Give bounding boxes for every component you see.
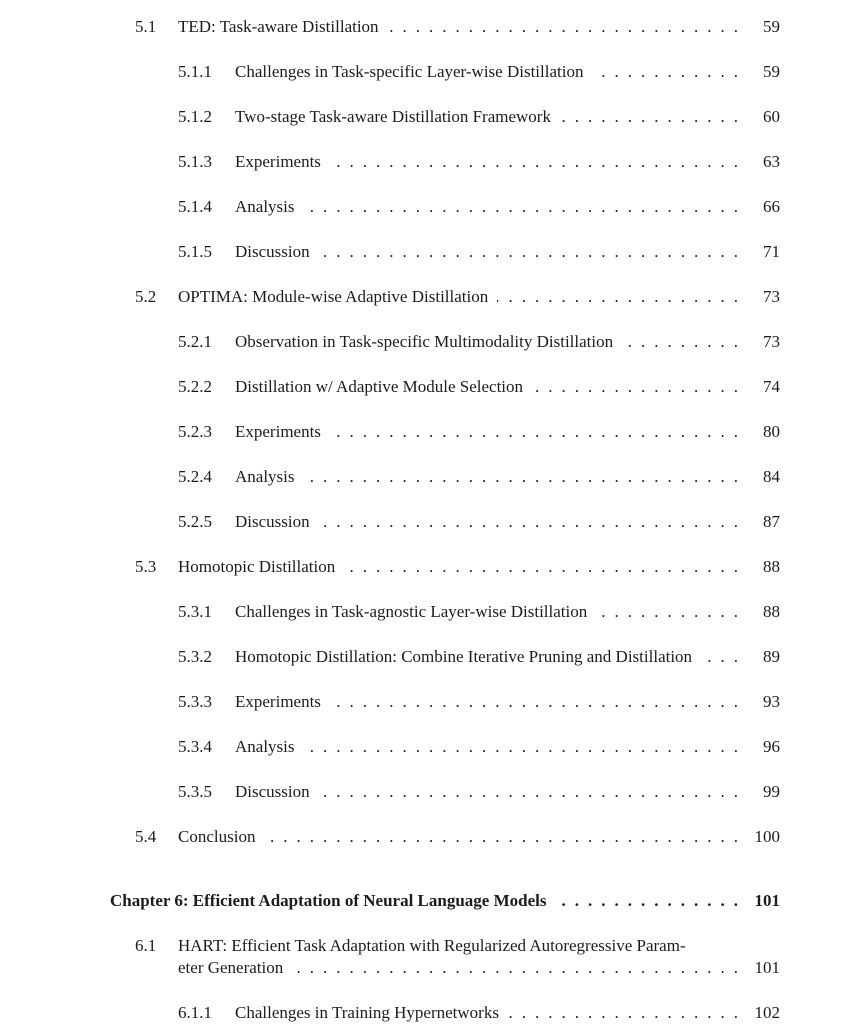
entry-page-number: 66 bbox=[763, 197, 780, 216]
entry-page-number: 59 bbox=[763, 17, 780, 36]
entry-page-number: 102 bbox=[754, 1003, 780, 1022]
entry-title: Discussion bbox=[235, 782, 310, 801]
toc-entry-5.1.2 bbox=[178, 95, 780, 140]
toc-entry-row bbox=[178, 106, 780, 128]
toc-entry-5.1.4 bbox=[178, 185, 780, 230]
entry-number: 5.1.2 bbox=[178, 107, 212, 126]
entry-title: Observation in Task-specific Multimodality Distillation bbox=[235, 332, 614, 351]
dot-leader bbox=[701, 646, 747, 668]
entry-page-number: 100 bbox=[754, 827, 780, 846]
dot-leader bbox=[319, 241, 747, 263]
entry-page-number: 101 bbox=[754, 891, 780, 910]
toc-entry-6.1.1 bbox=[178, 991, 780, 1036]
dot-leader bbox=[622, 331, 747, 353]
entry-number: 5.2.3 bbox=[178, 422, 212, 441]
entry-page-number: 63 bbox=[763, 152, 780, 171]
entry-title: Conclusion bbox=[178, 827, 256, 846]
dot-leader bbox=[330, 151, 747, 173]
toc-entry-chapter bbox=[110, 879, 780, 924]
entry-title: Analysis bbox=[235, 737, 295, 756]
entry-number: 5.2 bbox=[135, 287, 157, 306]
entry-number: 5.2.4 bbox=[178, 467, 212, 486]
entry-title: Discussion bbox=[235, 242, 310, 261]
toc-entry-5.3.4 bbox=[178, 725, 780, 770]
toc-entry-5.3.5 bbox=[178, 770, 780, 815]
dot-leader bbox=[508, 1002, 747, 1024]
toc-entry-row bbox=[135, 286, 780, 308]
dot-leader bbox=[556, 890, 748, 912]
toc-entry-row bbox=[178, 61, 780, 83]
entry-number: 5.2.5 bbox=[178, 512, 212, 531]
dot-leader bbox=[592, 61, 747, 83]
entry-number: 5.3 bbox=[135, 557, 157, 576]
entry-number: 5.1.3 bbox=[178, 152, 212, 171]
toc-entry-5.2.5 bbox=[178, 500, 780, 545]
dot-leader bbox=[532, 376, 747, 398]
dot-leader bbox=[304, 196, 748, 218]
toc-entry-row bbox=[135, 957, 780, 979]
dot-leader bbox=[319, 511, 747, 533]
toc-entry-5.4 bbox=[135, 815, 780, 860]
entry-page-number: 89 bbox=[763, 647, 780, 666]
dot-leader bbox=[330, 421, 747, 443]
entry-page-number: 101 bbox=[754, 958, 780, 977]
toc-entry-6.1 bbox=[135, 924, 780, 991]
dot-leader bbox=[330, 691, 747, 713]
entry-title: Experiments bbox=[235, 152, 321, 171]
entry-title: TED: Task-aware Distillation bbox=[178, 17, 379, 36]
toc-entry-row bbox=[135, 556, 780, 578]
toc-entry-5.3 bbox=[135, 545, 780, 590]
entry-page-number: 99 bbox=[763, 782, 780, 801]
entry-number: 6.1 bbox=[135, 936, 157, 955]
toc-entry-row bbox=[135, 16, 780, 38]
entry-page-number: 74 bbox=[763, 377, 780, 396]
dot-leader bbox=[304, 736, 748, 758]
toc-entry-row bbox=[178, 646, 780, 668]
entry-page-number: 93 bbox=[763, 692, 780, 711]
dot-leader bbox=[497, 286, 747, 308]
toc-entry-row bbox=[178, 781, 780, 803]
dot-leader bbox=[264, 826, 747, 848]
entry-number: 5.3.4 bbox=[178, 737, 212, 756]
entry-number: 6.1.1 bbox=[178, 1003, 212, 1022]
toc-entry-row bbox=[178, 421, 780, 443]
toc-entry-5.2.4 bbox=[178, 455, 780, 500]
toc-entry-5.2.3 bbox=[178, 410, 780, 455]
entry-page-number: 71 bbox=[763, 242, 780, 261]
entry-title: Challenges in Task-specific Layer-wise Distillation bbox=[235, 62, 584, 81]
toc-entry-row bbox=[110, 890, 780, 912]
entry-title: Analysis bbox=[235, 467, 295, 486]
entry-title: Homotopic Distillation bbox=[178, 557, 336, 576]
dot-leader bbox=[560, 106, 747, 128]
dot-leader bbox=[344, 556, 747, 578]
entry-number: 5.2.1 bbox=[178, 332, 212, 351]
dot-leader bbox=[319, 781, 747, 803]
entry-number: 5.2.2 bbox=[178, 377, 212, 396]
entry-number: 5.4 bbox=[135, 827, 157, 846]
entry-page-number: 87 bbox=[763, 512, 780, 531]
toc-entry-row bbox=[178, 151, 780, 173]
toc-entry-5.1.1 bbox=[178, 50, 780, 95]
entry-number: 5.1.1 bbox=[178, 62, 212, 81]
toc-entry-row bbox=[178, 736, 780, 758]
entry-page-number: 96 bbox=[763, 737, 780, 756]
toc-entry-5.1.5 bbox=[178, 230, 780, 275]
entry-number: 5.1.5 bbox=[178, 242, 212, 261]
dot-leader bbox=[596, 601, 747, 623]
entry-page-number: 59 bbox=[763, 62, 780, 81]
toc-entry-row bbox=[178, 466, 780, 488]
toc-entry-row bbox=[178, 691, 780, 713]
toc-entry-5.3.2 bbox=[178, 635, 780, 680]
entry-number: 5.3.3 bbox=[178, 692, 212, 711]
entry-page-number: 80 bbox=[763, 422, 780, 441]
entry-page-number: 84 bbox=[763, 467, 780, 486]
entry-title: HART: Efficient Task Adaptation with Regularized Autoregressive Param- bbox=[178, 936, 686, 955]
entry-number: 5.1 bbox=[135, 17, 157, 36]
toc-entry-5.2.2 bbox=[178, 365, 780, 410]
toc-entry-5.1.3 bbox=[178, 140, 780, 185]
entry-title: Two-stage Task-aware Distillation Framework bbox=[235, 107, 551, 126]
dot-leader bbox=[292, 957, 747, 979]
dot-leader bbox=[388, 16, 747, 38]
entry-page-number: 73 bbox=[763, 332, 780, 351]
entry-number: 5.3.5 bbox=[178, 782, 212, 801]
entry-title: Challenges in Training Hypernetworks bbox=[235, 1003, 499, 1022]
entry-number: 5.3.1 bbox=[178, 602, 212, 621]
entry-title: Experiments bbox=[235, 692, 321, 711]
toc-entry-5.3.1 bbox=[178, 590, 780, 635]
entry-title: OPTIMA: Module-wise Adaptive Distillation bbox=[178, 287, 489, 306]
toc-entry-row bbox=[178, 601, 780, 623]
entry-title: Distillation w/ Adaptive Module Selection bbox=[235, 377, 524, 396]
toc-entry-row bbox=[178, 1002, 780, 1024]
dot-leader bbox=[304, 466, 748, 488]
entry-title: Analysis bbox=[235, 197, 295, 216]
entry-title: Chapter 6: Efficient Adaptation of Neural Language Models bbox=[110, 891, 547, 910]
toc-entry-5.2 bbox=[135, 275, 780, 320]
entry-title: Experiments bbox=[235, 422, 321, 441]
entry-title: eter Generation bbox=[178, 958, 284, 977]
toc-entry-row bbox=[178, 241, 780, 263]
table-of-contents bbox=[110, 5, 780, 1036]
toc-entry-5.1 bbox=[135, 5, 780, 50]
entry-page-number: 88 bbox=[763, 602, 780, 621]
toc-entry-row bbox=[178, 196, 780, 218]
toc-entry-row bbox=[178, 331, 780, 353]
entry-title: Homotopic Distillation: Combine Iterative Pruning and Distillation bbox=[235, 647, 693, 666]
entry-number: 5.3.2 bbox=[178, 647, 212, 666]
toc-entry-row bbox=[135, 826, 780, 848]
entry-title: Challenges in Task-agnostic Layer-wise Distillation bbox=[235, 602, 588, 621]
toc-entry-5.2.1 bbox=[178, 320, 780, 365]
toc-entry-row bbox=[178, 376, 780, 398]
entry-page-number: 73 bbox=[763, 287, 780, 306]
entry-title: Discussion bbox=[235, 512, 310, 531]
toc-entry-row bbox=[135, 935, 780, 957]
entry-page-number: 60 bbox=[763, 107, 780, 126]
toc-entry-5.3.3 bbox=[178, 680, 780, 725]
entry-page-number: 88 bbox=[763, 557, 780, 576]
entry-number: 5.1.4 bbox=[178, 197, 212, 216]
toc-entry-row bbox=[178, 511, 780, 533]
